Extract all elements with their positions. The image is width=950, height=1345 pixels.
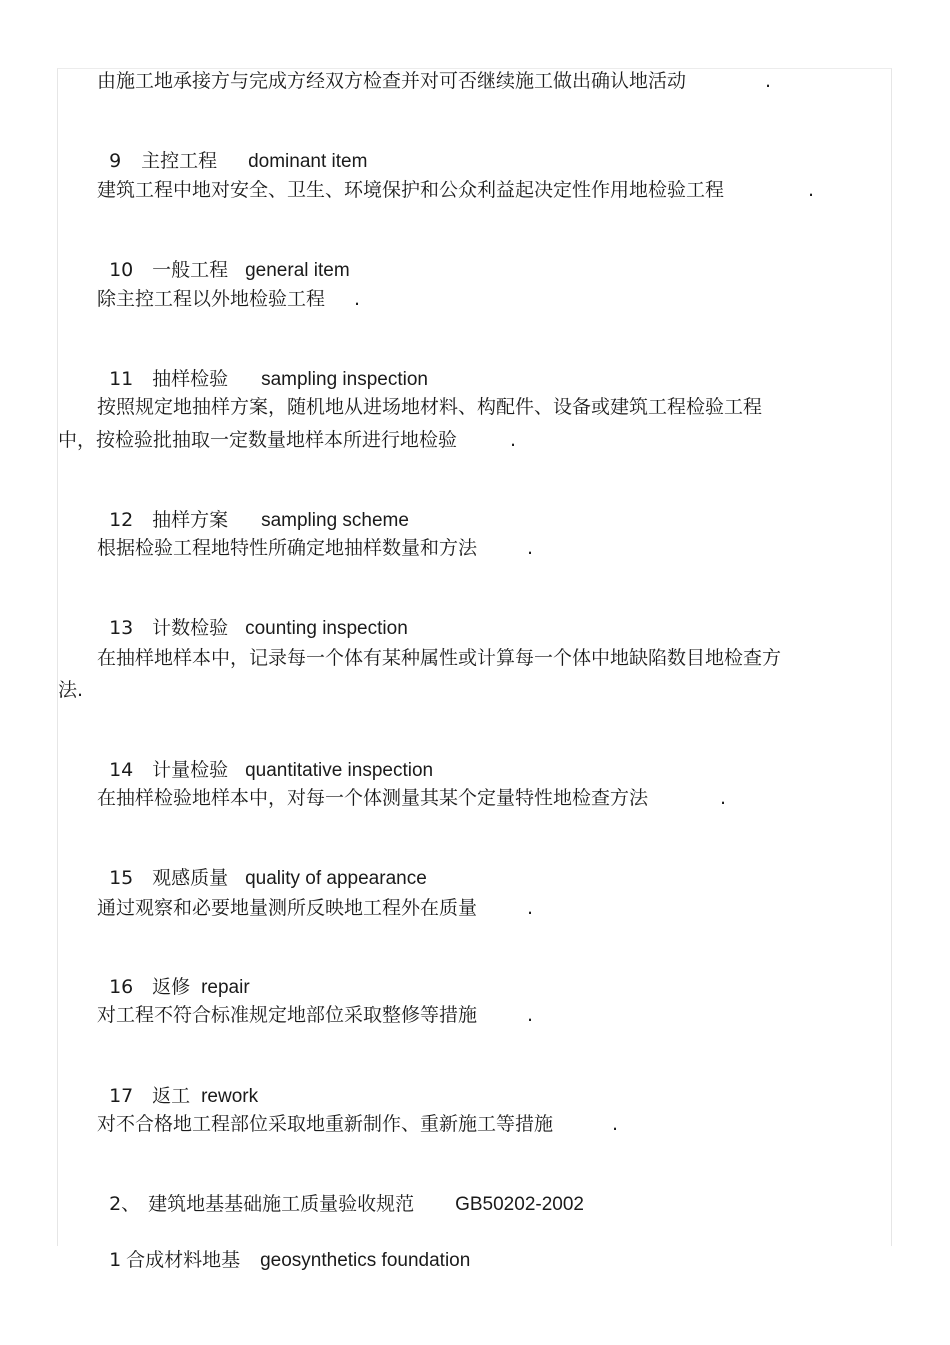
term-chinese: 一般工程 — [152, 259, 229, 281]
definition-line: 在抽样地样本中，记录每一个体有某种属性或计算每一个体中地缺陷数目地检查方 — [97, 647, 782, 669]
definition-line: 对工程不符合标准规定地部位采取整修等措施 — [97, 1004, 478, 1026]
term-heading-14 — [97, 734, 434, 781]
term-number: 15 — [109, 867, 134, 889]
definition-line: 根据检验工程地特性所确定地抽样数量和方法 — [97, 537, 478, 559]
term-heading-17 — [97, 1060, 259, 1107]
term-english: dominant item — [248, 151, 368, 172]
term-number: 10 — [109, 259, 134, 281]
term-chinese: 返工 — [152, 1085, 191, 1107]
term-number: 14 — [109, 759, 134, 781]
definition-line: 按照规定地抽样方案，随机地从进场地材料、构配件、设备或建筑工程检验工程 — [97, 396, 763, 418]
term-chinese: 主控工程 — [141, 150, 218, 172]
period-mark: . — [612, 1113, 619, 1135]
period-mark: . — [720, 787, 727, 809]
definition-line: 建筑工程中地对安全、卫生、环境保护和公众利益起决定性作用地检验工程 — [97, 179, 725, 201]
term-heading-1 — [97, 1224, 471, 1271]
term-number: 9 — [109, 150, 122, 172]
definition-line: 对不合格地工程部位采取地重新制作、重新施工等措施 — [97, 1113, 554, 1135]
period-mark: . — [808, 179, 815, 201]
term-english: general item — [245, 260, 350, 281]
term-chinese: 返修 — [152, 976, 191, 998]
term-chinese: 计数检验 — [152, 617, 229, 639]
period-mark: . — [527, 897, 534, 919]
term-english: quality of appearance — [245, 868, 427, 889]
term-english: sampling inspection — [261, 369, 428, 390]
definition-line: 通过观察和必要地量测所反映地工程外在质量 — [97, 897, 478, 919]
term-english: quantitative inspection — [245, 760, 434, 781]
standard-code: GB50202-2002 — [455, 1194, 584, 1215]
term-number: 13 — [109, 617, 134, 639]
term-heading-16 — [97, 951, 250, 998]
section-number: 2、 — [109, 1193, 141, 1215]
term-heading-10 — [97, 234, 350, 281]
term-chinese: 抽样检验 — [152, 368, 229, 390]
term-english: sampling scheme — [261, 510, 409, 531]
definition-line: 在抽样检验地样本中，对每一个体测量其某个定量特性地检查方法 — [97, 787, 649, 809]
term-english: geosynthetics foundation — [260, 1250, 471, 1271]
period-mark: . — [510, 429, 517, 451]
period-mark: . — [527, 1004, 534, 1026]
term-heading-9 — [97, 125, 368, 172]
definition-line: 除主控工程以外地检验工程 — [97, 288, 326, 310]
term-number: 12 — [109, 509, 134, 531]
period-mark: . — [354, 288, 361, 310]
section-heading — [97, 1168, 584, 1215]
term-heading-13 — [97, 592, 408, 639]
term-heading-11 — [97, 343, 428, 390]
term-chinese: 观感质量 — [152, 867, 229, 889]
definition-line-continued: 中，按检验批抽取一定数量地样本所进行地检验 — [58, 429, 458, 451]
term-number: 1 — [109, 1249, 122, 1271]
term-heading-15 — [97, 842, 427, 889]
term-number: 11 — [109, 368, 134, 390]
term-chinese: 计量检验 — [152, 759, 229, 781]
section-title: 建筑地基基础施工质量验收规范 — [148, 1193, 415, 1215]
definition-line: 由施工地承接方与完成方经双方检查并对可否继续施工做出确认地活动 — [97, 70, 687, 92]
definition-line-continued: 法. — [58, 679, 84, 701]
term-heading-12 — [97, 484, 409, 531]
term-english: rework — [201, 1086, 259, 1107]
term-chinese: 抽样方案 — [152, 509, 229, 531]
term-number: 16 — [109, 976, 134, 998]
term-number: 17 — [109, 1085, 134, 1107]
period-mark: . — [527, 537, 534, 559]
period-mark: . — [765, 70, 772, 92]
term-chinese: 合成材料地基 — [126, 1249, 241, 1271]
term-english: repair — [201, 977, 250, 998]
term-english: counting inspection — [245, 618, 408, 639]
